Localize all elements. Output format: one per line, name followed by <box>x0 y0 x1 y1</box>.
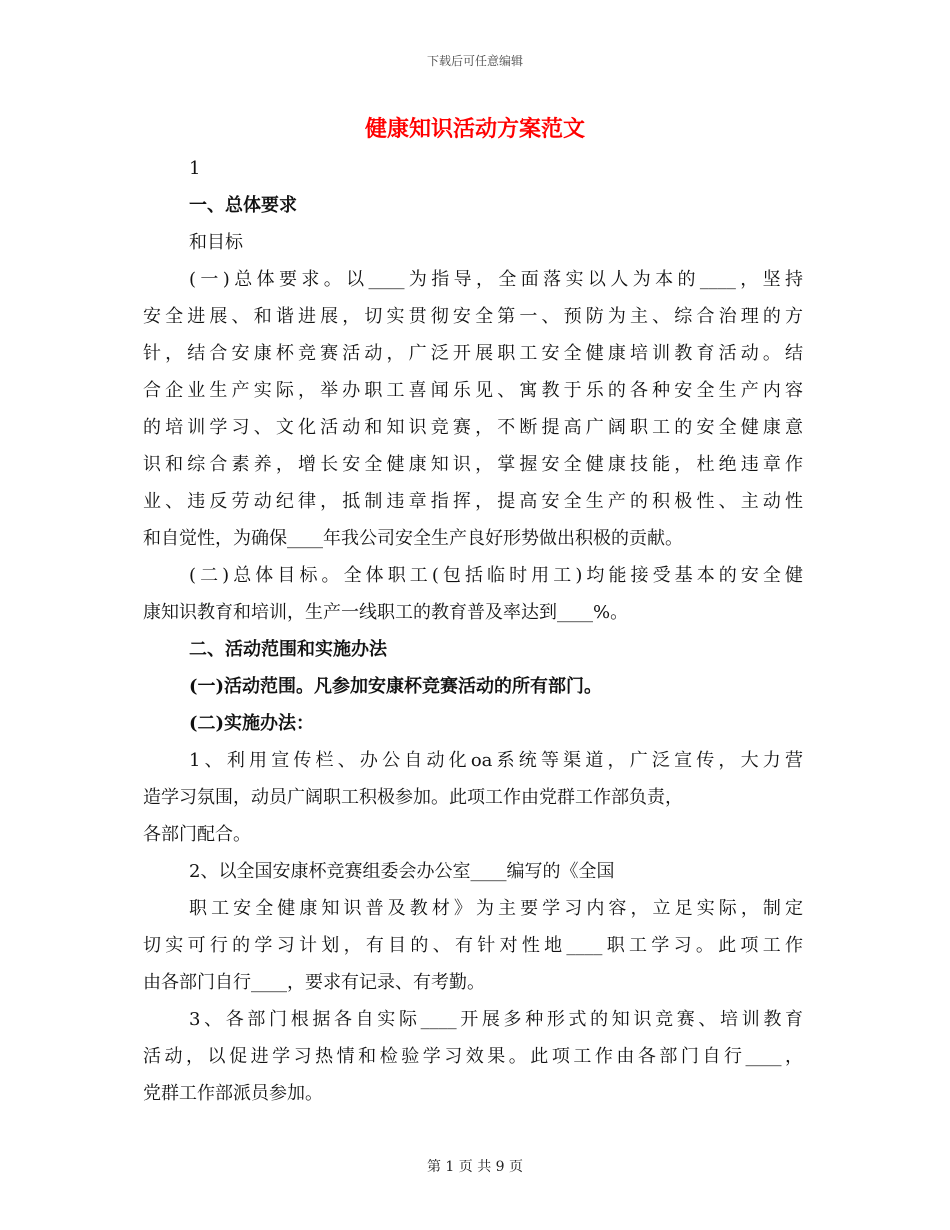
paragraph-line: 业、违反劳动纪律，抵制违章指挥，提高安全生产的积极性、主动性 <box>143 491 803 512</box>
paragraph-line: 2、以全国安康杯竞赛组委会办公室____编写的《全国 <box>189 861 615 882</box>
paragraph-line: 切实可行的学习计划，有目的、有针对性地____职工学习。此项工作 <box>143 935 803 956</box>
paragraph-line: (二)总体目标。全体职工(包括临时用工)均能接受基本的安全健 <box>189 565 803 586</box>
page-footer: 第 1 页 共 9 页 <box>426 1159 524 1175</box>
heading-general-requirements: 一、总体要求 <box>189 195 297 216</box>
paragraph-line: 安全进展、和谐进展，切实贯彻安全第一、预防为主、综合治理的方 <box>143 306 803 327</box>
paragraph-line: 的培训学习、文化活动和知识竞赛，不断提高广阔职工的安全健康意 <box>143 417 803 438</box>
page-header: 下载后可任意编辑 <box>426 54 523 68</box>
paragraph-line: 活动，以促进学习热情和检验学习效果。此项工作由各部门自行____， <box>143 1046 803 1067</box>
paragraph-line: 康知识教育和培训，生产一线职工的教育普及率达到____%。 <box>143 602 629 623</box>
paragraph-line: 和目标 <box>189 232 243 253</box>
paragraph-line: 职工安全健康知识普及教材》为主要学习内容，立足实际，制定 <box>189 898 803 919</box>
paragraph-line: 由各部门自行____，要求有记录、有考勤。 <box>143 972 485 993</box>
heading-scope-and-methods: 二、活动范围和实施办法 <box>189 639 387 660</box>
paragraph-line: 识和综合素养，增长安全健康知识，掌握安全健康技能，杜绝违章作 <box>143 454 803 475</box>
paragraph-line: 党群工作部派员参加。 <box>143 1083 323 1104</box>
heading-activity-scope: (一)活动范围。凡参加安康杯竞赛活动的所有部门。 <box>189 676 603 697</box>
paragraph-line: 造学习氛围，动员广阔职工积极参加。此项工作由党群工作部负责， <box>143 787 683 808</box>
paragraph-line: (一)总体要求。以____为指导，全面落实以人为本的____，坚持 <box>189 269 803 290</box>
paragraph-line: 和自觉性，为确保____年我公司安全生产良好形势做出积极的贡献。 <box>143 528 683 549</box>
paragraph-line: 针，结合安康杯竞赛活动，广泛开展职工安全健康培训教育活动。结 <box>143 343 803 364</box>
paragraph-line: 合企业生产实际，举办职工喜闻乐见、寓教于乐的各种安全生产内容 <box>143 380 803 401</box>
document-title: 健康知识活动方案范文 <box>364 116 585 142</box>
document-body <box>143 150 803 1112</box>
paragraph-line: 各部门配合。 <box>143 824 251 845</box>
heading-implementation: (二)实施办法： <box>189 713 315 734</box>
section-number: 1 <box>189 158 201 179</box>
paragraph-line: 1、利用宣传栏、办公自动化oa系统等渠道，广泛宣传，大力营 <box>189 750 803 771</box>
paragraph-line: 3、各部门根据各自实际____开展多种形式的知识竞赛、培训教育 <box>189 1009 803 1030</box>
